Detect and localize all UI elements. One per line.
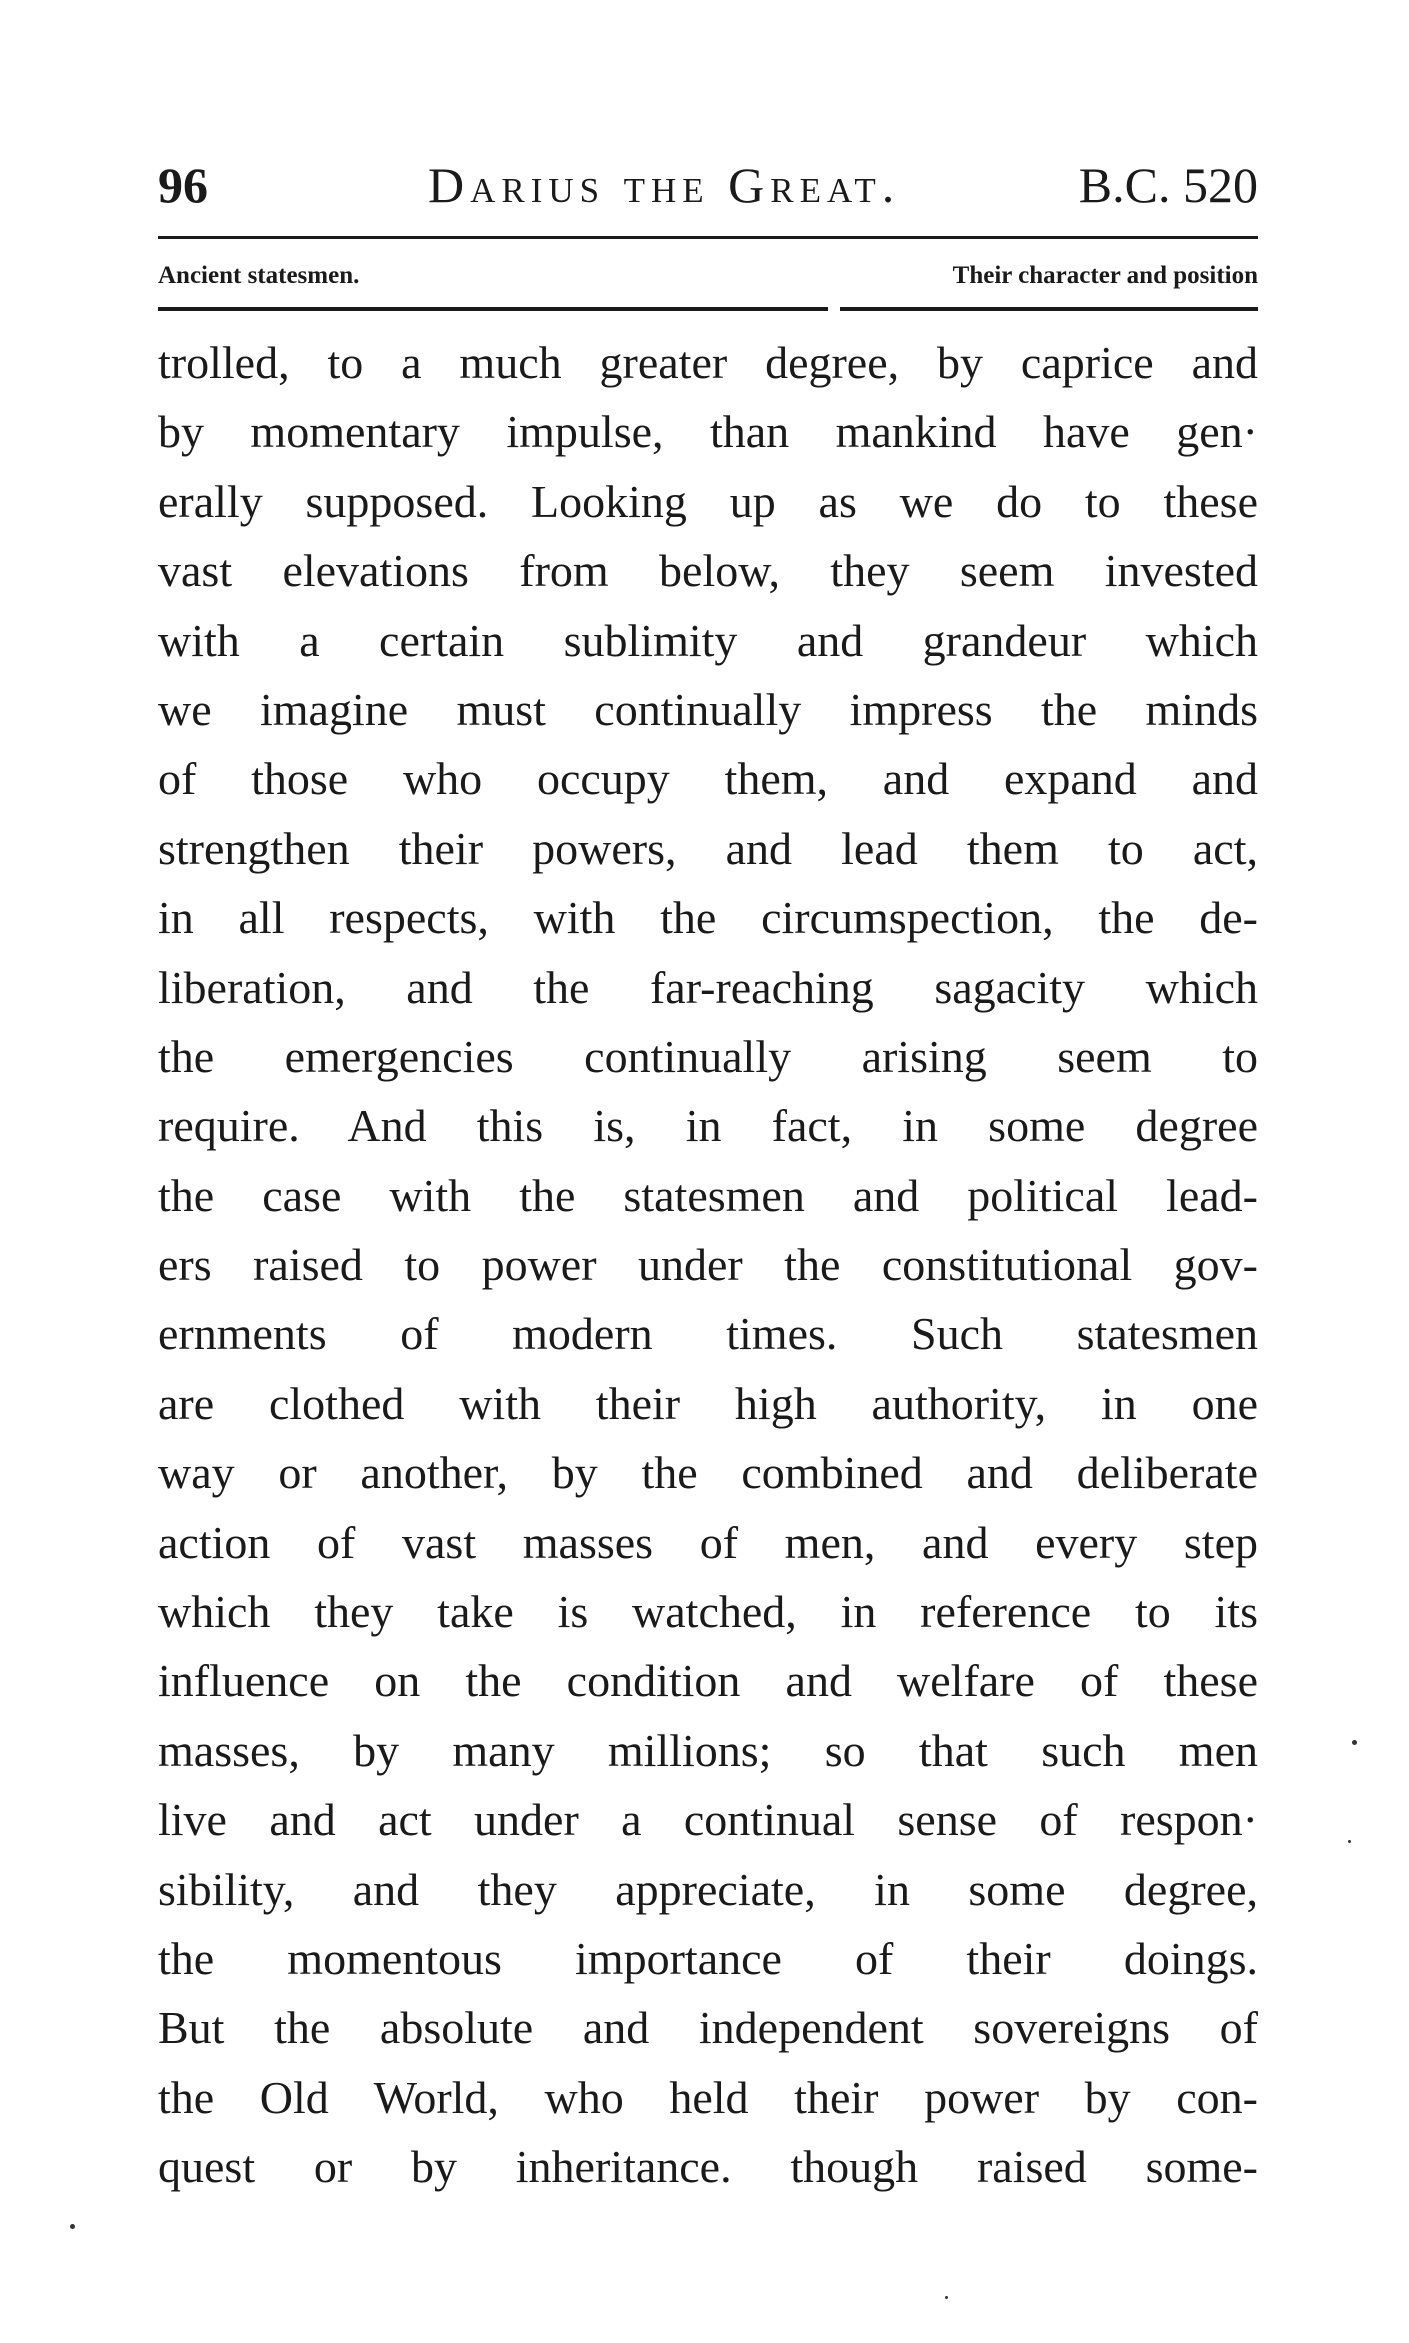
- text-line: But the absolute and independent sovereigns of: [158, 2002, 1258, 2054]
- text-line: masses, by many millions; so that such men: [158, 1724, 1258, 1776]
- text-line: the Old World, who held their power by con-: [158, 2071, 1258, 2123]
- text-line: influence on the condition and welfare of these: [158, 1655, 1258, 1707]
- ink-speck: [70, 2224, 75, 2229]
- marginal-subheads: [158, 256, 1258, 296]
- running-header: [158, 150, 1258, 220]
- text-line: are clothed with their high authority, in one: [158, 1377, 1258, 1429]
- text-line: the emergencies continually arising seem to: [158, 1030, 1258, 1082]
- ink-speck: [1348, 1840, 1351, 1843]
- text-line: the momentous importance of their doings.: [158, 1932, 1258, 1984]
- header-rule: [158, 236, 1258, 239]
- running-title: Darius the Great.: [428, 157, 901, 213]
- subhead-left: Ancient statesmen.: [158, 262, 360, 289]
- date-label: B.C. 520: [1078, 157, 1258, 213]
- text-line: ernments of modern times. Such statesmen: [158, 1308, 1258, 1360]
- text-line: erally supposed. Looking up as we do to these: [158, 475, 1258, 527]
- text-line: in all respects, with the circumspection, the de-: [158, 892, 1258, 944]
- text-line: liberation, and the far-reaching sagacity which: [158, 961, 1258, 1013]
- text-line: sibility, and they appreciate, in some degree,: [158, 1863, 1258, 1915]
- subhead-rule-left: [158, 307, 828, 311]
- page-number: 96: [158, 157, 208, 213]
- text-line: with a certain sublimity and grandeur which: [158, 614, 1258, 666]
- body-text: [158, 328, 1258, 2202]
- text-line: strengthen their powers, and lead them to act,: [158, 822, 1258, 874]
- text-line: trolled, to a much greater degree, by caprice and: [158, 337, 1258, 388]
- ink-speck: [1352, 1740, 1357, 1745]
- subhead-rule-right: [840, 307, 1258, 311]
- text-line: we imagine must continually impress the minds: [158, 683, 1258, 735]
- text-line: by momentary impulse, than mankind have gen·: [158, 406, 1258, 458]
- text-line: way or another, by the combined and deliberate: [158, 1447, 1258, 1499]
- subhead-right: Their character and position: [952, 262, 1258, 289]
- text-line: ers raised to power under the constitutional gov-: [158, 1239, 1258, 1291]
- text-line: require. And this is, in fact, in some degree: [158, 1100, 1258, 1152]
- text-line: the case with the statesmen and political lead-: [158, 1169, 1258, 1221]
- text-line: live and act under a continual sense of respon·: [158, 1794, 1258, 1846]
- text-line: which they take is watched, in reference to its: [158, 1586, 1258, 1638]
- text-line: of those who occupy them, and expand and: [158, 753, 1258, 805]
- text-line: vast elevations from below, they seem invested: [158, 545, 1258, 597]
- text-line: quest or by inheritance. though raised some-: [158, 2141, 1258, 2193]
- ink-speck: [945, 2296, 948, 2299]
- text-line: action of vast masses of men, and every step: [158, 1516, 1258, 1568]
